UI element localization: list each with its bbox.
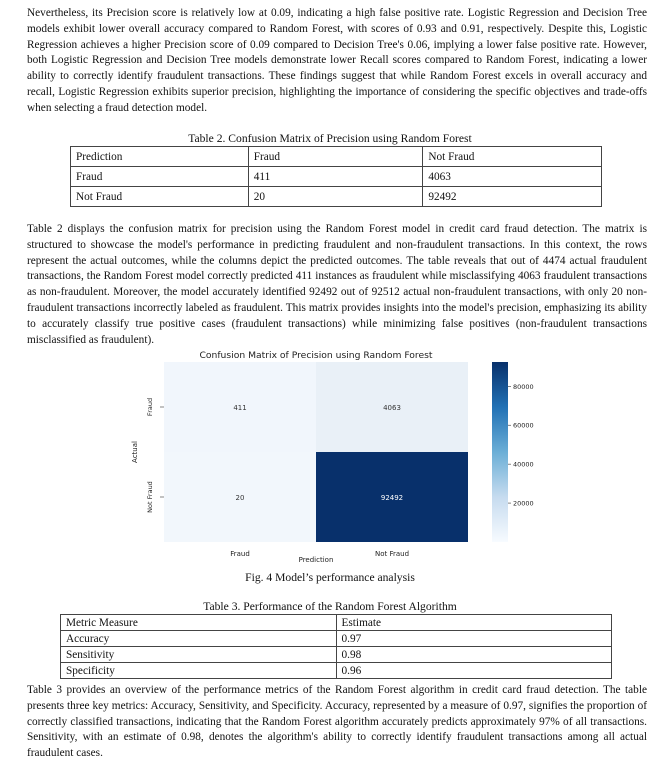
y-axis-title: Actual <box>131 441 139 463</box>
chart-title: Confusion Matrix of Precision using Random Forest <box>199 350 433 361</box>
heatmap-value-label: 20 <box>235 494 245 502</box>
table-cell: Specificity <box>61 663 337 679</box>
table-cell: 0.98 <box>336 647 612 663</box>
table2-header-row <box>71 147 602 167</box>
colorbar <box>492 362 508 542</box>
x-axis-title: Prediction <box>298 556 334 564</box>
table-row <box>71 167 602 187</box>
table-cell: Fraud <box>71 167 249 187</box>
table2-header-cell: Not Fraud <box>423 147 602 167</box>
table2-header-cell: Prediction <box>71 147 249 167</box>
table-cell: Sensitivity <box>61 647 337 663</box>
table-row <box>61 647 612 663</box>
y-tick-label: Not Fraud <box>146 481 154 513</box>
table3-header-row <box>61 615 612 631</box>
confusion-matrix-heatmap <box>130 348 570 568</box>
colorbar-tick-label: 40000 <box>513 460 534 469</box>
paragraph-table3-discussion: Table 3 provides an overview of the performance metrics of the Random Forest algorithm in credit card fraud detection. The table presents three key metrics: Accuracy, Sensitivity, and Specificity. Accuracy, represented by a measure of 0.97, signifies the proportion of correctly classified transactions, indicating that the Random Forest algorithm accurately predicts approximately 97% of all transactions. Sensitivity, with an estimate of 0.98, denotes the algorithm's ability to correctly identify fraudulent transactions among all actual fraudulent cases. <box>27 684 647 760</box>
y-tick-label: Fraud <box>146 397 154 417</box>
heatmap-value-label: 92492 <box>380 494 404 502</box>
confusion-matrix-figure <box>130 348 570 568</box>
table-cell: 4063 <box>423 167 602 187</box>
table-row <box>61 663 612 679</box>
figure-caption: Fig. 4 Model’s performance analysis <box>245 571 415 584</box>
table-cell: Accuracy <box>61 631 337 647</box>
table2 <box>70 146 602 207</box>
x-tick-label: Not Fraud <box>374 550 410 558</box>
table-cell: 92492 <box>423 187 602 207</box>
table-row <box>61 631 612 647</box>
table3-caption: Table 3. Performance of the Random Forest Algorithm <box>203 600 457 613</box>
heatmap-value-label: 411 <box>233 404 247 412</box>
table-row <box>71 187 602 207</box>
paragraph-table2-discussion: Table 2 displays the confusion matrix for precision using the Random Forest model in credit card fraud detection. The matrix is structured to showcase the model's performance in predicting fraudulent and non-fraudulent transactions. In this context, the rows represent the actual outcomes, while the columns depict the predicted outcomes. The table reveals that out of 4474 actual fraudulent transactions, the Random Forest model correctly predicted 411 instances as fraudulent while misclassifying 4063 fraudulent transactions as non-fraudulent. Moreover, the model accurately identified 92492 out of 92512 actual non-fraudulent transactions, with only 20 non-fraudulent transactions incorrectly labeled as fraudulent. This matrix provides insights into the model's precision, emphasizing its ability to accurately classify true positive cases (fraudulent transactions) while minimizing false positives (non-fraudulent transactions misclassified as fraudulent). <box>27 223 647 346</box>
table2-caption: Table 2. Confusion Matrix of Precision using Random Forest <box>188 132 472 145</box>
colorbar-tick-label: 80000 <box>513 382 534 391</box>
table-cell: 0.97 <box>336 631 612 647</box>
x-tick-label: Fraud <box>230 550 250 558</box>
table-cell: 20 <box>248 187 423 207</box>
table3 <box>60 614 612 679</box>
colorbar-tick-label: 60000 <box>513 421 534 430</box>
table-cell: Not Fraud <box>71 187 249 207</box>
table-cell: 0.96 <box>336 663 612 679</box>
paragraph-intro: Nevertheless, its Precision score is relatively low at 0.09, indicating a high false positive rate. Logistic Regression and Decision Tree models exhibit lower overall accuracy compared to Random Forest, with scores of 0.93 and 0.91, respectively. Despite this, Logistic Regression achieves a higher Precision score of 0.09 compared to Decision Tree's 0.06, implying a lower false positive rate. However, both Logistic Regression and Decision Tree models demonstrate lower Recall scores compared to Random Forest, indicating a lower ability to correctly identify fraudulent transactions. These findings suggest that while Random Forest excels in overall accuracy and recall, Logistic Regression exhibits superior precision, highlighting the importance of considering the specific objectives and trade-offs when selecting a fraud detection model. <box>27 7 647 114</box>
table-cell: 411 <box>248 167 423 187</box>
heatmap-value-label: 4063 <box>383 404 401 412</box>
table2-header-cell: Fraud <box>248 147 423 167</box>
table3-header-cell: Estimate <box>336 615 612 631</box>
colorbar-tick-label: 20000 <box>513 499 534 508</box>
table3-header-cell: Metric Measure <box>61 615 337 631</box>
